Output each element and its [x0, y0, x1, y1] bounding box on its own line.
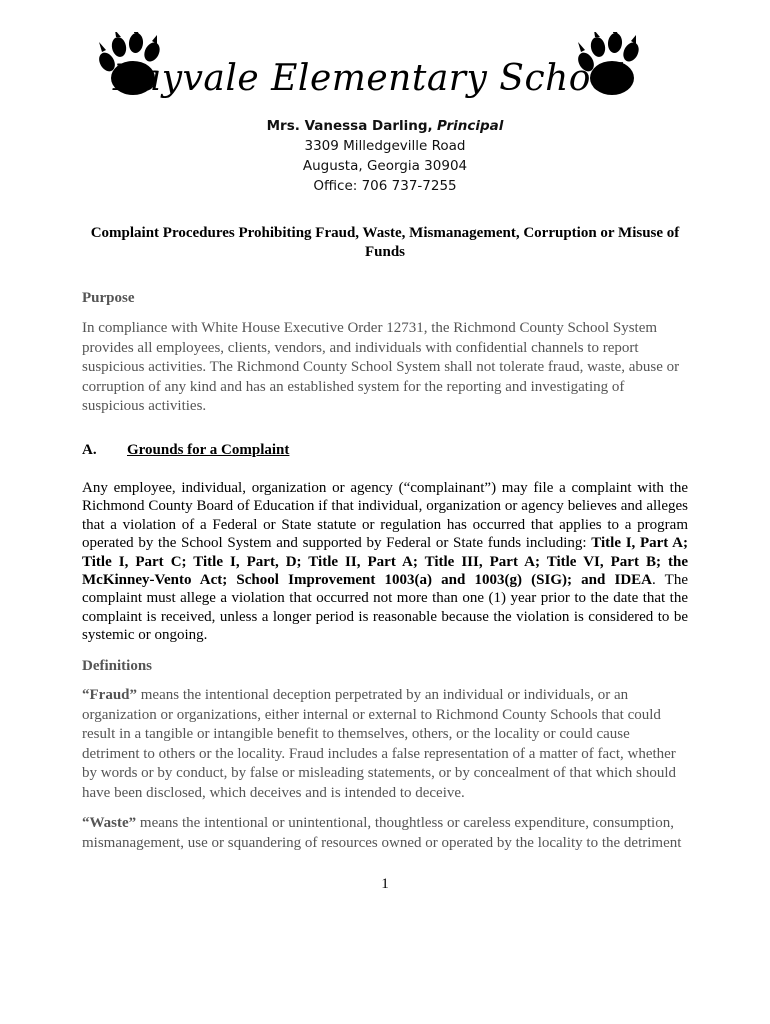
office-phone: Office: 706 737-7255 — [313, 178, 457, 194]
definitions-heading: Definitions — [82, 658, 153, 674]
waste-term: “Waste” — [82, 815, 137, 831]
grounds-programs: Title I, Part A; Title I, Part C; Title I, Part, D; Title II, Part A; Title III, Part A; Title VI, Part B; the McKinney-Vento Act; School Improvement 1003(a) and 1003(g) (SIG); and IDEA — [82, 535, 688, 589]
purpose-heading: Purpose — [82, 290, 135, 306]
grounds-text-1: Any employee, individual, organization or agency (“complainant”) may file a complaint with the Richmond County Board of Education if that individual, organization or agency believes and alleges that a violation of a Federal or State statute or regulation has occurred that applies to a program operated by the School System and supported by Federal or State funds including: — [82, 480, 688, 552]
section-title: Grounds for a Complaint — [127, 442, 290, 458]
waste-definition — [82, 814, 690, 853]
address-line2: Augusta, Georgia 30904 — [302, 158, 468, 174]
page-number: 1 — [381, 876, 389, 892]
school-name: Bayvale Elementary School — [112, 58, 626, 99]
grounds-text-2: . The complaint must allege a violation that occurred not more than one (1) year prior to the date that the complaint is received, unless a longer period is reasonable because the violation is considered to be systemic or ongoing. — [82, 572, 688, 644]
fraud-term: “Fraud” — [82, 687, 138, 703]
section-a-heading — [82, 442, 289, 459]
contact-block — [0, 116, 770, 196]
address-line1: 3309 Milledgeville Road — [304, 138, 466, 154]
principal-line — [0, 116, 770, 136]
principal-name: Mrs. Vanessa Darling, — [266, 118, 433, 134]
fraud-definition — [82, 686, 690, 803]
principal-title: Principal — [436, 118, 504, 134]
fraud-text: means the intentional deception perpetrated by an individual or individuals, or an organization or organizations, either internal or external to Richmond County Schools that could result in a tangible or intangible benefit to themselves, others, or the locality or could cause detriment to others or the locality. Fraud includes a false representation of a matter of fact, whether by words or by conduct, by false or misleading statements, or by concealment of that which should have been disclosed, which deceives and is intended to deceive. — [82, 687, 677, 801]
waste-text: means the intentional or unintentional, thoughtless or careless expenditure, consumption, mismanagement, use or squandering of resources owned or operated by the locality to the detriment — [82, 815, 682, 851]
document-title: Complaint Procedures Prohibiting Fraud, Waste, Mismanagement, Corruption or Misuse of Funds — [90, 225, 680, 260]
purpose-text: In compliance with White House Executive Order 12731, the Richmond County School System provides all employees, clients, vendors, and individuals with confidential channels to report suspicious activities. The Richmond County School System shall not tolerate fraud, waste, abuse or corruption of any kind and has an established system for the reporting and investigating of suspicious activities. — [82, 320, 680, 414]
grounds-paragraph — [82, 479, 688, 645]
section-letter: A. — [82, 442, 97, 458]
